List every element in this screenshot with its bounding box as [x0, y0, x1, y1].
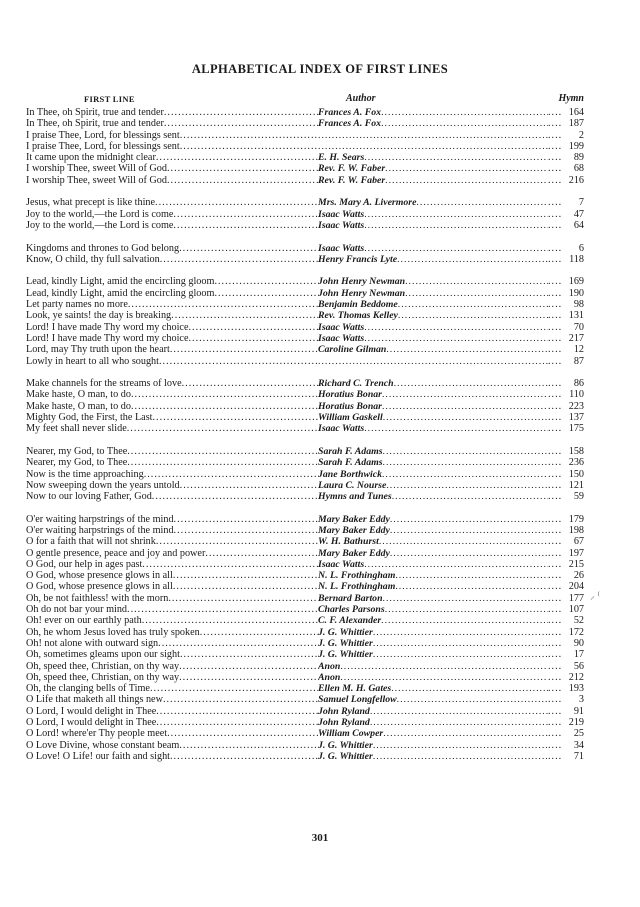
first-line-text: Lead, kindly Light, amid the encircling gloom ..... — [26, 276, 318, 287]
hymn-number: 71 — [573, 750, 584, 762]
index-entry — [26, 141, 584, 152]
index-entry — [26, 389, 584, 400]
author-name: William Gaskell ..... — [318, 412, 554, 423]
hymn-number: 193 — [568, 683, 584, 695]
author-name: W. H. Bathurst ..... — [318, 536, 554, 547]
first-line-text: Make channels for the streams of love ..... — [26, 378, 318, 389]
hymn-cell — [548, 469, 584, 480]
hymn-cell — [548, 559, 584, 570]
author-name: Mary Baker Eddy ..... — [318, 548, 554, 559]
author-name: Mary Baker Eddy ..... — [318, 514, 554, 525]
author-name: Frances A. Fox ..... — [318, 107, 554, 118]
first-line-text: Make haste, O man, to do ..... — [26, 401, 318, 412]
index-group — [26, 243, 584, 266]
index-group — [26, 446, 584, 502]
hymn-cell — [548, 728, 584, 739]
hymn-cell — [548, 423, 584, 434]
author-name: Isaac Watts ..... — [318, 209, 554, 220]
index-entry — [26, 683, 584, 694]
index-entry — [26, 604, 584, 615]
first-line-text: Lowly in heart to all who sought ..... — [26, 356, 318, 367]
hymn-number: 110 — [569, 389, 584, 401]
hymn-cell — [548, 378, 584, 389]
author-name: Jane Borthwick ..... — [318, 469, 554, 480]
hymn-number: 223 — [568, 400, 584, 412]
index-entry — [26, 118, 584, 129]
hymn-number: 199 — [568, 140, 584, 152]
hymn-cell — [548, 254, 584, 265]
index-entry — [26, 740, 584, 751]
index-entry — [26, 356, 584, 367]
index-entry — [26, 661, 584, 672]
author-name: Isaac Watts ..... — [318, 423, 554, 434]
author-name: Anon ..... — [318, 661, 554, 672]
first-line-text: Jesus, what precept is like thine ..... — [26, 197, 318, 208]
first-line-text: O God, whose presence glows in all ..... — [26, 581, 318, 592]
index-entry — [26, 107, 584, 118]
first-line-text: Oh! ever on our earthly path ..... — [26, 615, 318, 626]
author-name: C. F. Alexander ..... — [318, 615, 554, 626]
first-line-text: O Lord! where'er Thy people meet ..... — [26, 728, 318, 739]
hymn-cell — [548, 322, 584, 333]
hymn-cell — [548, 197, 584, 208]
author-name: N. L. Frothingham ..... — [318, 581, 554, 592]
hymn-number: 2 — [578, 129, 584, 141]
hymn-cell — [548, 412, 584, 423]
hymn-cell — [548, 130, 584, 141]
index-entry — [26, 423, 584, 434]
hymn-cell — [548, 661, 584, 672]
index-entry — [26, 728, 584, 739]
index-entry — [26, 593, 584, 604]
hymn-number: 190 — [568, 287, 584, 299]
index-entry — [26, 333, 584, 344]
index-entry — [26, 378, 584, 389]
first-line-text: My feet shall never slide ..... — [26, 423, 318, 434]
hymn-cell — [548, 299, 584, 310]
hymn-number: 197 — [568, 547, 584, 559]
index-entry — [26, 480, 584, 491]
author-name: John Ryland ..... — [318, 706, 554, 717]
hymn-number: 56 — [573, 660, 584, 672]
first-line-text: Oh! not alone with outward sign ..... — [26, 638, 318, 649]
column-header-first-line: FIRST LINE — [84, 94, 135, 104]
hymn-cell — [548, 672, 584, 683]
author-name: Rev. Thomas Kelley ..... — [318, 310, 554, 321]
index-entry — [26, 299, 584, 310]
index-entry — [26, 197, 584, 208]
hymn-cell — [548, 604, 584, 615]
hymn-cell — [548, 581, 584, 592]
index-group — [26, 197, 584, 231]
author-name: Sarah F. Adams ..... — [318, 446, 554, 457]
author-name: E. H. Sears ..... — [318, 152, 554, 163]
first-line-text: I praise Thee, Lord, for blessings sent ..... — [26, 130, 318, 141]
index-entry — [26, 581, 584, 592]
index-entry — [26, 627, 584, 638]
first-line-text: Nearer, my God, to Thee ..... — [26, 446, 318, 457]
hymn-cell — [548, 310, 584, 321]
hymn-number: 107 — [568, 604, 584, 616]
index-entry — [26, 276, 584, 287]
page-number: 301 — [311, 832, 329, 844]
first-line-text: Oh, speed thee, Christian, on thy way ..... — [26, 661, 318, 672]
hymn-number: 59 — [573, 491, 584, 503]
column-header-hymn: Hymn — [558, 93, 584, 104]
index-entry — [26, 559, 584, 570]
hymn-number: 34 — [573, 739, 584, 751]
first-line-text: O'er waiting harpstrings of the mind ..... — [26, 514, 318, 525]
first-line-text: Oh, the clanging bells of Time ..... — [26, 683, 318, 694]
pencil-mark: ⸝ ⁽ — [590, 591, 600, 602]
first-line-text: Now is the time approaching ..... — [26, 469, 318, 480]
first-line-text: Make haste, O man, to do ..... — [26, 389, 318, 400]
author-name: Anon ..... — [318, 672, 554, 683]
hymn-cell — [548, 401, 584, 412]
index-entry — [26, 401, 584, 412]
first-line-text: O Love! O Life! our faith and sight ..... — [26, 751, 318, 762]
hymn-number: 3 — [578, 694, 584, 706]
hymn-cell — [548, 152, 584, 163]
index-entry — [26, 175, 584, 186]
author-name: J. G. Whittier ..... — [318, 740, 554, 751]
hymn-cell — [548, 570, 584, 581]
author-name: Charles Parsons ..... — [318, 604, 554, 615]
author-name: Isaac Watts ..... — [318, 220, 554, 231]
hymn-number: 17 — [573, 649, 584, 661]
first-line-text: Oh, speed thee, Christian, on thy way ..... — [26, 672, 318, 683]
first-line-text: Oh, he whom Jesus loved has truly spoken ..... — [26, 627, 318, 638]
hymn-number: 215 — [568, 558, 584, 570]
hymn-number: 217 — [568, 332, 584, 344]
first-line-text: O Love Divine, whose constant beam ..... — [26, 740, 318, 751]
first-line-text: Look, ye saints! the day is breaking ..... — [26, 310, 318, 321]
hymn-cell — [548, 593, 584, 604]
hymn-cell — [548, 751, 584, 762]
hymn-number: 175 — [568, 423, 584, 435]
author-name: John Ryland ..... — [318, 717, 554, 728]
author-name: John Henry Newman ..... — [318, 276, 554, 287]
hymn-cell — [548, 615, 584, 626]
hymn-cell — [548, 706, 584, 717]
hymn-cell — [548, 638, 584, 649]
hymn-number: 121 — [568, 479, 584, 491]
first-line-text: Lead, kindly Light, amid the encircling gloom ..... — [26, 288, 318, 299]
hymn-cell — [548, 141, 584, 152]
hymn-cell — [548, 175, 584, 186]
first-line-text: Lord! I have made Thy word my choice ..... — [26, 333, 318, 344]
first-line-text: Oh do not bar your mind ..... — [26, 604, 318, 615]
first-line-text: O Lord, I would delight in Thee ..... — [26, 717, 318, 728]
author-name: William Cowper ..... — [318, 728, 554, 739]
first-line-text: In Thee, oh Spirit, true and tender ..... — [26, 118, 318, 129]
hymn-number: 219 — [568, 717, 584, 729]
column-headers — [26, 93, 584, 105]
hymn-number: 26 — [573, 570, 584, 582]
first-line-text: O God, whose presence glows in all ..... — [26, 570, 318, 581]
author-name: Horatius Bonar ..... — [318, 389, 554, 400]
author-name: N. L. Frothingham ..... — [318, 570, 554, 581]
hymn-number: 198 — [568, 524, 584, 536]
first-line-text: O for a faith that will not shrink ..... — [26, 536, 318, 547]
hymn-number: 118 — [569, 253, 584, 265]
index-entry — [26, 706, 584, 717]
hymn-number: 150 — [568, 468, 584, 480]
first-line-text: Lord! I have made Thy word my choice ..... — [26, 322, 318, 333]
hymn-cell — [548, 163, 584, 174]
author-name: Henry Francis Lyte ..... — [318, 254, 554, 265]
hymn-number: 137 — [568, 412, 584, 424]
hymn-number: 7 — [578, 197, 584, 209]
hymn-number: 131 — [568, 310, 584, 322]
index-entry — [26, 469, 584, 480]
first-line-text: Know, O child, thy full salvation ..... — [26, 254, 318, 265]
hymn-number: 169 — [568, 276, 584, 288]
hymn-number: 86 — [573, 378, 584, 390]
first-line-text: I worship Thee, sweet Will of God ..... — [26, 163, 318, 174]
index-entry — [26, 322, 584, 333]
index-entry — [26, 672, 584, 683]
hymn-cell — [548, 288, 584, 299]
index-entry — [26, 209, 584, 220]
author-name: Ellen M. H. Gates ..... — [318, 683, 554, 694]
index-entry — [26, 163, 584, 174]
first-line-text: I worship Thee, sweet Will of God ..... — [26, 175, 318, 186]
first-line-text: Kingdoms and thrones to God belong ..... — [26, 243, 318, 254]
index-entry — [26, 548, 584, 559]
hymn-number: 179 — [568, 513, 584, 525]
hymn-cell — [548, 548, 584, 559]
hymn-number: 177 — [568, 592, 584, 604]
hymn-cell — [548, 457, 584, 468]
index-group — [26, 107, 584, 186]
index-entry — [26, 514, 584, 525]
author-name: J. G. Whittier ..... — [318, 649, 554, 660]
hymn-cell — [548, 344, 584, 355]
index-entry — [26, 310, 584, 321]
author-name: Horatius Bonar ..... — [318, 401, 554, 412]
hymn-cell — [548, 740, 584, 751]
first-line-text: Mighty God, the First, the Last ..... — [26, 412, 318, 423]
author-name: Laura C. Nourse ..... — [318, 480, 554, 491]
index-entry — [26, 344, 584, 355]
author-name: Richard C. Trench ..... — [318, 378, 554, 389]
hymn-number: 87 — [573, 355, 584, 367]
index-entry — [26, 152, 584, 163]
hymn-cell — [548, 627, 584, 638]
first-line-text: Joy to the world,—the Lord is come ..... — [26, 220, 318, 231]
index-entry — [26, 491, 584, 502]
first-line-text: Nearer, my God, to Thee ..... — [26, 457, 318, 468]
hymn-cell — [548, 107, 584, 118]
author-name: Isaac Watts ..... — [318, 333, 554, 344]
hymn-number: 172 — [568, 626, 584, 638]
index-entry — [26, 220, 584, 231]
author-name — [318, 356, 554, 367]
column-header-author: Author — [346, 93, 376, 104]
hymn-cell — [548, 220, 584, 231]
hymn-number: 91 — [573, 705, 584, 717]
author-name: Hymns and Tunes ..... — [318, 491, 554, 502]
hymn-number: 64 — [573, 219, 584, 231]
hymn-number: 70 — [573, 321, 584, 333]
hymn-number: 236 — [568, 457, 584, 469]
hymn-cell — [548, 356, 584, 367]
hymn-cell — [548, 118, 584, 129]
hymn-number: 158 — [568, 445, 584, 457]
hymn-cell — [548, 536, 584, 547]
hymn-number: 212 — [568, 671, 584, 683]
index-entry — [26, 717, 584, 728]
hymn-cell — [548, 649, 584, 660]
first-line-text: Now sweeping down the years untold ..... — [26, 480, 318, 491]
hymn-number: 6 — [578, 242, 584, 254]
hymn-number: 68 — [573, 163, 584, 175]
author-name — [318, 130, 554, 141]
index-entry — [26, 412, 584, 423]
first-line-text: Now to our loving Father, God ..... — [26, 491, 318, 502]
author-name: J. G. Whittier ..... — [318, 751, 554, 762]
index-entry — [26, 457, 584, 468]
index-list — [26, 107, 584, 774]
author-name: Isaac Watts ..... — [318, 322, 554, 333]
hymn-cell — [548, 243, 584, 254]
index-entry — [26, 649, 584, 660]
author-name: Benjamin Beddome ..... — [318, 299, 554, 310]
first-line-text: In Thee, oh Spirit, true and tender ..... — [26, 107, 318, 118]
author-name: Isaac Watts ..... — [318, 559, 554, 570]
hymn-cell — [548, 276, 584, 287]
hymn-cell — [548, 525, 584, 536]
hymn-number: 216 — [568, 174, 584, 186]
author-name: J. G. Whittier ..... — [318, 638, 554, 649]
hymn-cell — [548, 717, 584, 728]
index-entry — [26, 638, 584, 649]
hymn-number: 98 — [573, 299, 584, 311]
index-entry — [26, 525, 584, 536]
index-group — [26, 514, 584, 763]
page-title: ALPHABETICAL INDEX OF FIRST LINES — [191, 62, 449, 76]
index-entry — [26, 288, 584, 299]
hymn-cell — [548, 480, 584, 491]
first-line-text: O'er waiting harpstrings of the mind ..... — [26, 525, 318, 536]
author-name: Isaac Watts ..... — [318, 243, 554, 254]
index-entry — [26, 243, 584, 254]
author-name: John Henry Newman ..... — [318, 288, 554, 299]
first-line-text: Let party names no more ..... — [26, 299, 318, 310]
index-entry — [26, 130, 584, 141]
hymn-cell — [548, 694, 584, 705]
index-entry — [26, 536, 584, 547]
hymn-cell — [548, 491, 584, 502]
hymn-number: 164 — [568, 107, 584, 118]
author-name: Mrs. Mary A. Livermore ..... — [318, 197, 554, 208]
hymn-number: 204 — [568, 581, 584, 593]
first-line-text: O Lord, I would delight in Thee ..... — [26, 706, 318, 717]
hymn-number: 67 — [573, 536, 584, 548]
index-entry — [26, 254, 584, 265]
author-name: Rev. F. W. Faber ..... — [318, 163, 554, 174]
first-line-text: O God, our help in ages past ..... — [26, 559, 318, 570]
author-name: Sarah F. Adams ..... — [318, 457, 554, 468]
first-line-text: Oh, sometimes gleams upon our sight ..... — [26, 649, 318, 660]
first-line-text: Joy to the world,—the Lord is come ..... — [26, 209, 318, 220]
first-line-text: I praise Thee, Lord, for blessings sent ..... — [26, 141, 318, 152]
hymn-cell — [548, 446, 584, 457]
author-name: Caroline Gilman ..... — [318, 344, 554, 355]
hymn-number: 25 — [573, 728, 584, 740]
index-entry — [26, 751, 584, 762]
author-name: J. G. Whittier ..... — [318, 627, 554, 638]
first-line-text: O gentle presence, peace and joy and power ..... — [26, 548, 318, 559]
index-entry — [26, 694, 584, 705]
index-entry — [26, 570, 584, 581]
first-line-text: O Life that maketh all things new ..... — [26, 694, 318, 705]
hymn-cell — [548, 514, 584, 525]
index-entry — [26, 446, 584, 457]
author-name: Rev. F. W. Faber ..... — [318, 175, 554, 186]
first-line-text: Oh, be not faithless! with the morn ..... — [26, 593, 318, 604]
author-name: Samuel Longfellow ..... — [318, 694, 554, 705]
author-name: Bernard Barton ..... — [318, 593, 554, 604]
index-group — [26, 276, 584, 366]
hymn-number: 12 — [573, 344, 584, 356]
first-line-text: It came upon the midnight clear ..... — [26, 152, 318, 163]
author-name: Frances A. Fox ..... — [318, 118, 554, 129]
author-name — [318, 141, 554, 152]
index-entry — [26, 615, 584, 626]
hymn-cell — [548, 209, 584, 220]
hymn-number: 187 — [568, 118, 584, 130]
hymn-number: 52 — [573, 615, 584, 627]
author-name: Mary Baker Eddy ..... — [318, 525, 554, 536]
hymn-cell — [548, 333, 584, 344]
index-group — [26, 378, 584, 434]
hymn-number: 47 — [573, 208, 584, 220]
first-line-text: Lord, may Thy truth upon the heart ..... — [26, 344, 318, 355]
hymn-cell — [548, 389, 584, 400]
hymn-number: 89 — [573, 152, 584, 164]
hymn-number: 90 — [573, 637, 584, 649]
hymn-cell — [548, 683, 584, 694]
